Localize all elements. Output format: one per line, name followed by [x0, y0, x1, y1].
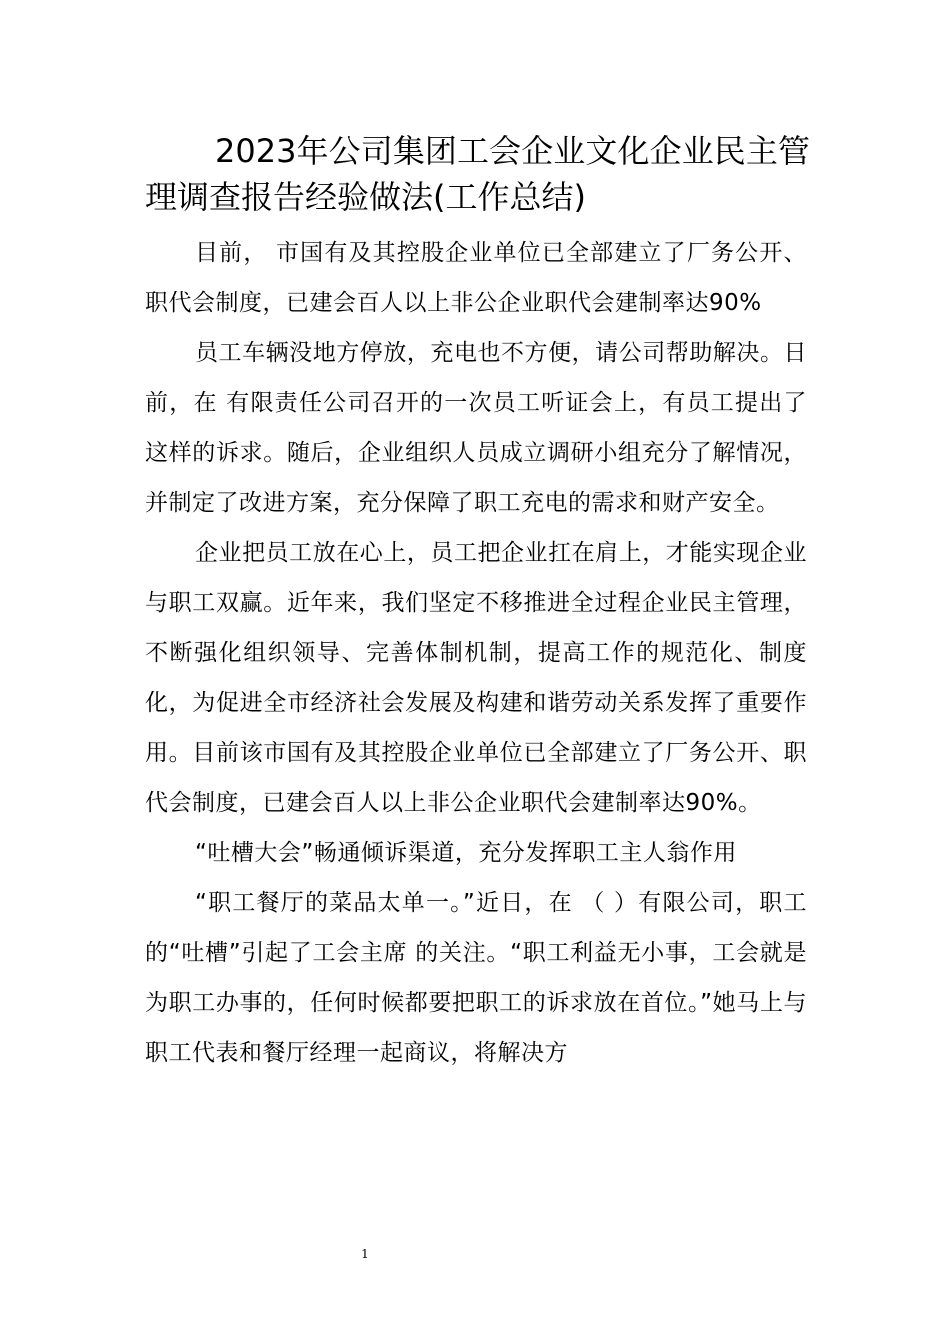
- paragraph-1: 目前， 市国有及其控股企业单位已全部建立了厂务公开、职代会制度，已建会百人以上非公企业职代会建制率达90%: [145, 240, 807, 316]
- paragraph-3: 企业把员工放在心上，员工把企业扛在肩上，才能实现企业与职工双赢。近年来，我们坚定不移推进全过程企业民主管理，不断强化组织领导、完善体制机制，提高工作的规范化、制度化，为促进全市经济社会发展及构建和谐劳动关系发挥了重要作用。目前该市国有及其控股企业单位已全部建立了厂务公开、职代会制度，已建会百人以上非公企业职代会建制率达90%。: [145, 540, 807, 816]
- section-heading: “吐槽大会”畅通倾诉渠道，充分发挥职工主人翁作用: [195, 840, 737, 866]
- paragraph-2: 员工车辆没地方停放，充电也不方便，请公司帮助解决。日前，在 有限责任公司召开的一次员工听证会上，有员工提出了这样的诉求。随后，企业组织人员成立调研小组充分了解情况，并制定了改进方案，充分保障了职工充电的需求和财产安全。: [145, 340, 807, 516]
- document-title: 2023年公司集团工会企业文化企业民主管理调查报告经验做法(工作总结): [145, 132, 810, 216]
- page-number: 1: [361, 1247, 369, 1261]
- paragraph-4: “职工餐厅的菜品太单一。”近日，在 （ ）有限公司，职工的“吐槽”引起了工会主席 的关注。“职工利益无小事，工会就是为职工办事的，任何时候都要把职工的诉求放在首位。”她马上与职工代表和餐厅经理一起商议，将解决方: [145, 890, 808, 1066]
- document-body: [145, 228, 807, 1078]
